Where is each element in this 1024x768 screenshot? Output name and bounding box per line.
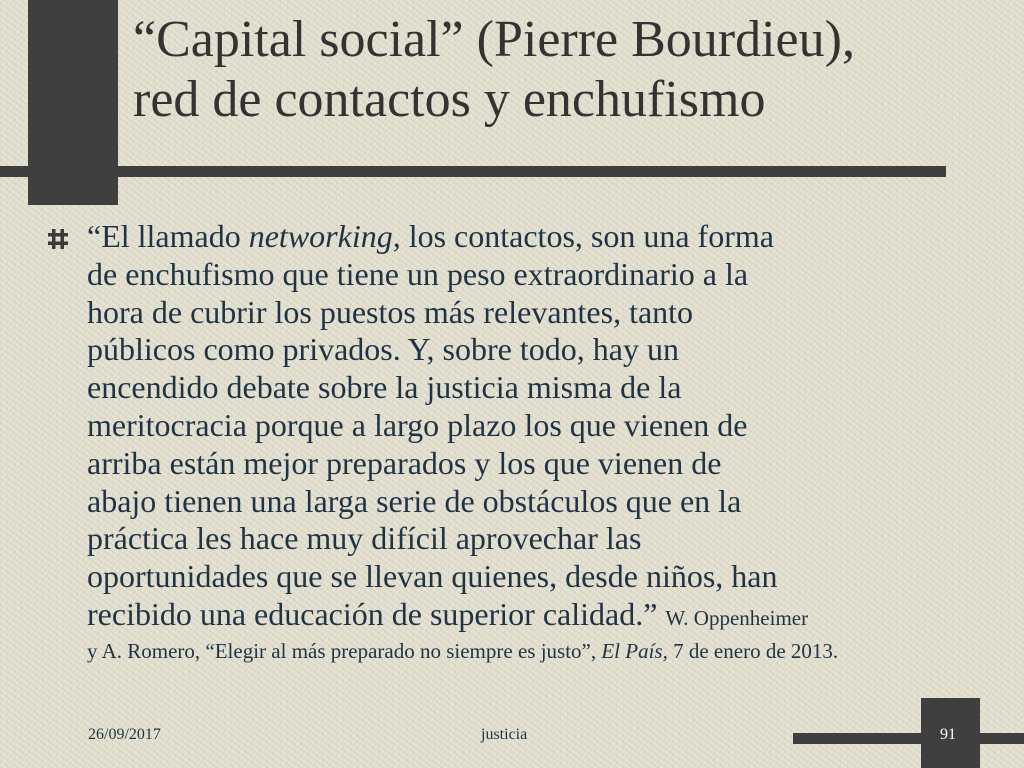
- title-underline-rule: [0, 166, 946, 177]
- page-number: 91: [940, 726, 956, 743]
- quote-line-10: oportunidades que se llevan quienes, desde niños, han: [87, 558, 778, 595]
- quote-text: “El llamado: [87, 218, 249, 254]
- quote-line-7: arriba están mejor preparados y los que vienen de: [87, 444, 722, 481]
- quote-line-11: [87, 596, 987, 638]
- quote-line-6: meritocracia porque a largo plazo los que vienen de: [87, 406, 748, 443]
- quote-line-5: encendido debate sobre la justicia misma de la: [87, 369, 682, 406]
- quote-line-3: hora de cubrir los puestos más relevantes, tanto: [87, 293, 694, 330]
- footer-date: 26/09/2017: [88, 726, 161, 743]
- quote-text: recibido una educación de superior calidad.”: [87, 595, 658, 632]
- quote-italic-term: networking,: [248, 218, 401, 254]
- footer-topic: justicia: [481, 726, 528, 743]
- citation-newspaper: El País,: [601, 638, 668, 663]
- slide-title-line-2: red de contactos y enchufismo: [133, 71, 766, 128]
- slide-title: [133, 10, 1018, 130]
- quote-paragraph: [87, 218, 987, 664]
- quote-line-1: [87, 218, 987, 256]
- citation-text: y A. Romero, “Elegir al más preparado no siempre es justo”,: [87, 638, 602, 663]
- citation-date: 7 de enero de 2013.: [667, 638, 839, 663]
- slide-title-line-1: “Capital social” (Pierre Bourdieu),: [133, 11, 855, 68]
- quote-line-9: práctica les hace muy difícil aprovechar las: [87, 520, 642, 557]
- citation-authors: W. Oppenheimer: [665, 605, 809, 630]
- quote-text: los contactos, son una forma: [400, 218, 774, 254]
- quote-line-4: públicos como privados. Y, sobre todo, hay un: [87, 331, 679, 368]
- citation-source: [87, 638, 987, 664]
- quote-line-8: abajo tienen una larga serie de obstáculos que en la: [87, 482, 742, 519]
- footer-rule: [793, 733, 1024, 744]
- quote-line-2: de enchufismo que tiene un peso extraordinario a la: [87, 255, 749, 292]
- hash-bullet-icon: [47, 228, 69, 250]
